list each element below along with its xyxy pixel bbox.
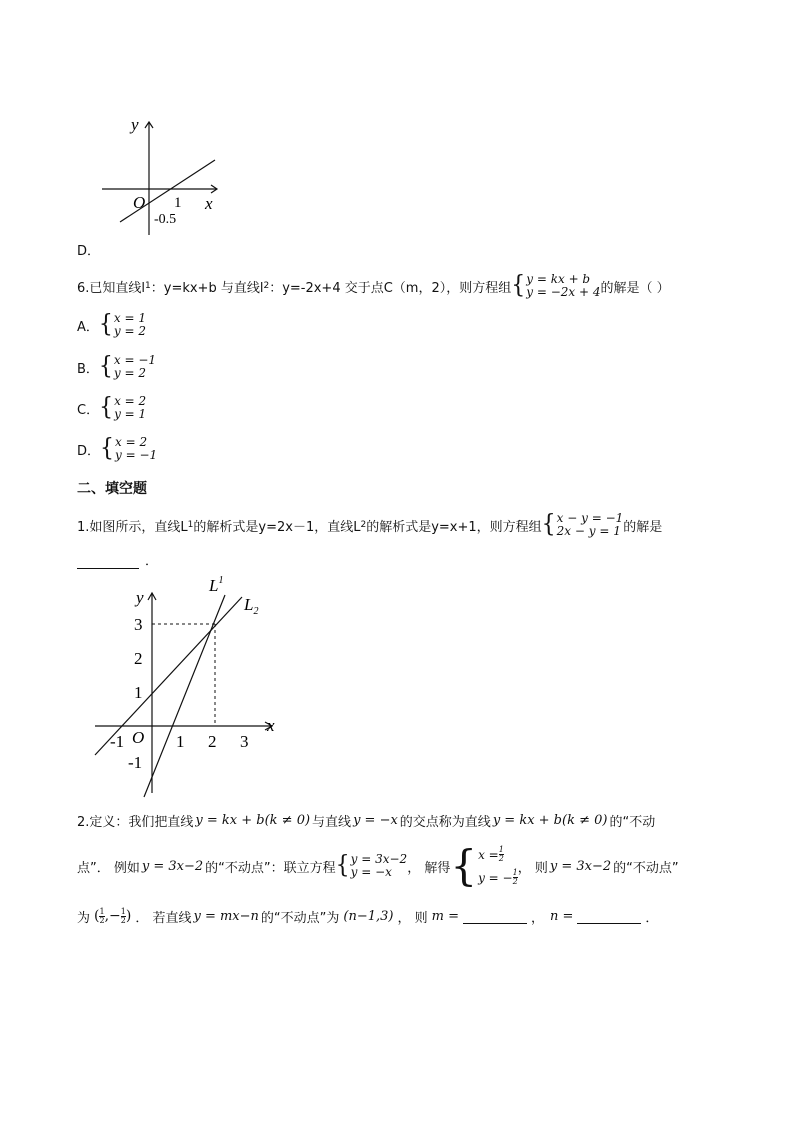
graph-option-d bbox=[95, 112, 230, 240]
y-axis-label: y bbox=[136, 588, 144, 607]
f1-sub2: 2 bbox=[360, 520, 367, 530]
f2-math-3e: (n−1,3) bbox=[343, 908, 394, 924]
f1-answer-row bbox=[77, 550, 158, 569]
option-b-eq2: y = 2 bbox=[113, 366, 147, 380]
f2-sol-x: x = bbox=[478, 847, 499, 862]
f2-system: { y = 3x−2 y = −x bbox=[335, 851, 408, 880]
f2-sol-y-frac: $\frac{1}{2}$ bbox=[512, 868, 518, 886]
section-title: 二、填空题 bbox=[77, 481, 147, 497]
q6-option-c[interactable]: C． { x = 2 y = 1 bbox=[77, 393, 147, 422]
q6-mid1: ：y=kx+b 与直线l bbox=[150, 280, 264, 296]
y-tick-1: 1 bbox=[134, 683, 143, 702]
option-d-eq1: x = 2 bbox=[115, 435, 148, 449]
y-tick-neg1: -1 bbox=[128, 753, 143, 772]
f2-math-2b: y = 3x−2 bbox=[141, 858, 204, 874]
f2-math-f: y = kx + b(k ≠ 0) bbox=[492, 813, 608, 828]
f1-eq1: x − y = −1 bbox=[556, 511, 624, 525]
option-a-eq1: x = 1 bbox=[113, 311, 146, 325]
f1-end: ． bbox=[145, 554, 159, 569]
option-c-label: C． bbox=[77, 402, 100, 418]
f2-text-a: 2.定义：我们把直线 bbox=[77, 815, 194, 830]
q6-option-d[interactable]: D． { x = 2 y = −1 bbox=[77, 434, 158, 463]
f2-fixed-point: ( $\frac{1}{2}$ ,− $\frac{1}{2}$ ) bbox=[94, 906, 132, 925]
option-b-label: B． bbox=[77, 361, 99, 377]
f2-text-2g: 的“不动点” bbox=[613, 860, 679, 876]
x-axis-label: x bbox=[267, 716, 275, 735]
f1-mid1: 的解析式是y=2x－1，直线L bbox=[193, 519, 361, 535]
f1-sub1: 1 bbox=[187, 520, 194, 530]
x-axis-label: x bbox=[205, 194, 213, 213]
f1-suffix: 的解是 bbox=[623, 519, 663, 535]
f2-end: ． bbox=[645, 910, 659, 926]
f2-math-3c: y = mx−n bbox=[193, 908, 259, 924]
f2-sys-eq2: y = −x bbox=[350, 865, 392, 879]
q6-option-b[interactable]: B． { x = −1 y = 2 bbox=[77, 352, 157, 381]
q6-eq2: y = −2x + 4 bbox=[526, 285, 601, 299]
f2-text-3f: ， 则 bbox=[397, 910, 428, 926]
q6-suffix: 的解是（ ） bbox=[600, 280, 670, 296]
f2-text-3b: ． 若直线 bbox=[135, 910, 192, 926]
option-b-eq1: x = −1 bbox=[113, 353, 157, 367]
y-axis-label: y bbox=[131, 115, 139, 134]
f1-answer-blank[interactable] bbox=[77, 553, 139, 569]
f2-sol-x-frac: $\frac{1}{2}$ bbox=[498, 845, 504, 863]
l1-label: $L^1$ bbox=[209, 575, 224, 595]
f1-prefix: 1.如图所示，直线L bbox=[77, 519, 188, 535]
f1-system: { x − y = −1 2x − y = 1 bbox=[541, 510, 624, 539]
f2-text-2a: 点”． 例如 bbox=[77, 860, 140, 876]
f2-sys-eq1: y = 3x−2 bbox=[350, 852, 408, 866]
fill-question-1 bbox=[77, 512, 662, 538]
q6-mid2: ：y=-2x+4 交于点C（m，2），则方程组 bbox=[269, 280, 512, 296]
f2-text-2d: ， 解得 bbox=[407, 860, 451, 876]
q6-prefix: 6.已知直线l bbox=[77, 280, 146, 296]
option-a-label: A． bbox=[77, 319, 99, 335]
f2-comma: ， bbox=[530, 910, 544, 926]
f2-math-b: y = kx + b(k ≠ 0) bbox=[195, 813, 311, 828]
origin-label: O bbox=[132, 728, 145, 747]
graph-l1-l2 bbox=[90, 575, 290, 800]
option-a-eq2: y = 2 bbox=[113, 324, 147, 338]
option-d-label: D． bbox=[77, 244, 101, 259]
l2-label: $L_2$ bbox=[244, 595, 259, 617]
f2-n-label: n = bbox=[550, 908, 574, 924]
x-tick-1: 1 bbox=[176, 732, 185, 751]
f2-text-e: 的交点称为直线 bbox=[399, 815, 491, 830]
f2-text-c: 与直线 bbox=[312, 815, 352, 830]
option-c-eq1: x = 2 bbox=[114, 394, 147, 408]
f2-m-label: m = bbox=[431, 908, 459, 924]
q6-sub2: 2 bbox=[263, 281, 270, 291]
f2-sol-y: y = − bbox=[478, 870, 513, 885]
x-tick-neg1: -1 bbox=[110, 732, 125, 751]
option-d-label2: D． bbox=[77, 443, 101, 459]
f2-text-3d: 的“不动点”为 bbox=[260, 910, 340, 926]
f1-mid2: 的解析式是y=x+1，则方程组 bbox=[366, 519, 542, 535]
y-tick-neg05: -0.5 bbox=[154, 212, 177, 227]
q6-sub1: 1 bbox=[145, 281, 151, 291]
option-c-eq2: y = 1 bbox=[114, 407, 147, 421]
f2-math-2f: y = 3x−2 bbox=[549, 858, 612, 874]
f2-solution: { x = $\frac{1}{2}$ y = − $\frac{1}{2}$ bbox=[450, 841, 518, 890]
x-tick-3: 3 bbox=[240, 732, 249, 751]
f2-math-d: y = −x bbox=[353, 813, 398, 828]
y-tick-3: 3 bbox=[134, 615, 143, 634]
y-tick-2: 2 bbox=[134, 649, 143, 668]
question-6 bbox=[77, 273, 670, 299]
q6-option-a[interactable]: A． { x = 1 y = 2 bbox=[77, 310, 147, 339]
fill-question-2-line2 bbox=[77, 843, 679, 889]
q6-system: { y = kx + b y = −2x + 4 bbox=[511, 271, 601, 300]
fill-question-2-line3 bbox=[77, 904, 658, 928]
f2-n-blank[interactable] bbox=[577, 909, 641, 924]
f2-m-blank[interactable] bbox=[463, 909, 527, 924]
origin-label: O bbox=[133, 193, 146, 212]
f2-text-3a: 为 bbox=[77, 910, 91, 926]
f2-text-g: 的“不动 bbox=[609, 815, 656, 830]
x-tick-1: 1 bbox=[174, 195, 182, 211]
fill-question-2-line1 bbox=[77, 811, 655, 830]
line-l1 bbox=[144, 595, 225, 797]
x-tick-2: 2 bbox=[208, 732, 217, 751]
option-d-eq2: y = −1 bbox=[115, 448, 158, 462]
q6-eq1: y = kx + b bbox=[526, 272, 591, 286]
f2-text-2e: ， 则 bbox=[517, 860, 548, 876]
f1-eq2: 2x − y = 1 bbox=[556, 524, 621, 538]
f2-text-2c: 的“不动点”：联立方程 bbox=[205, 860, 336, 876]
